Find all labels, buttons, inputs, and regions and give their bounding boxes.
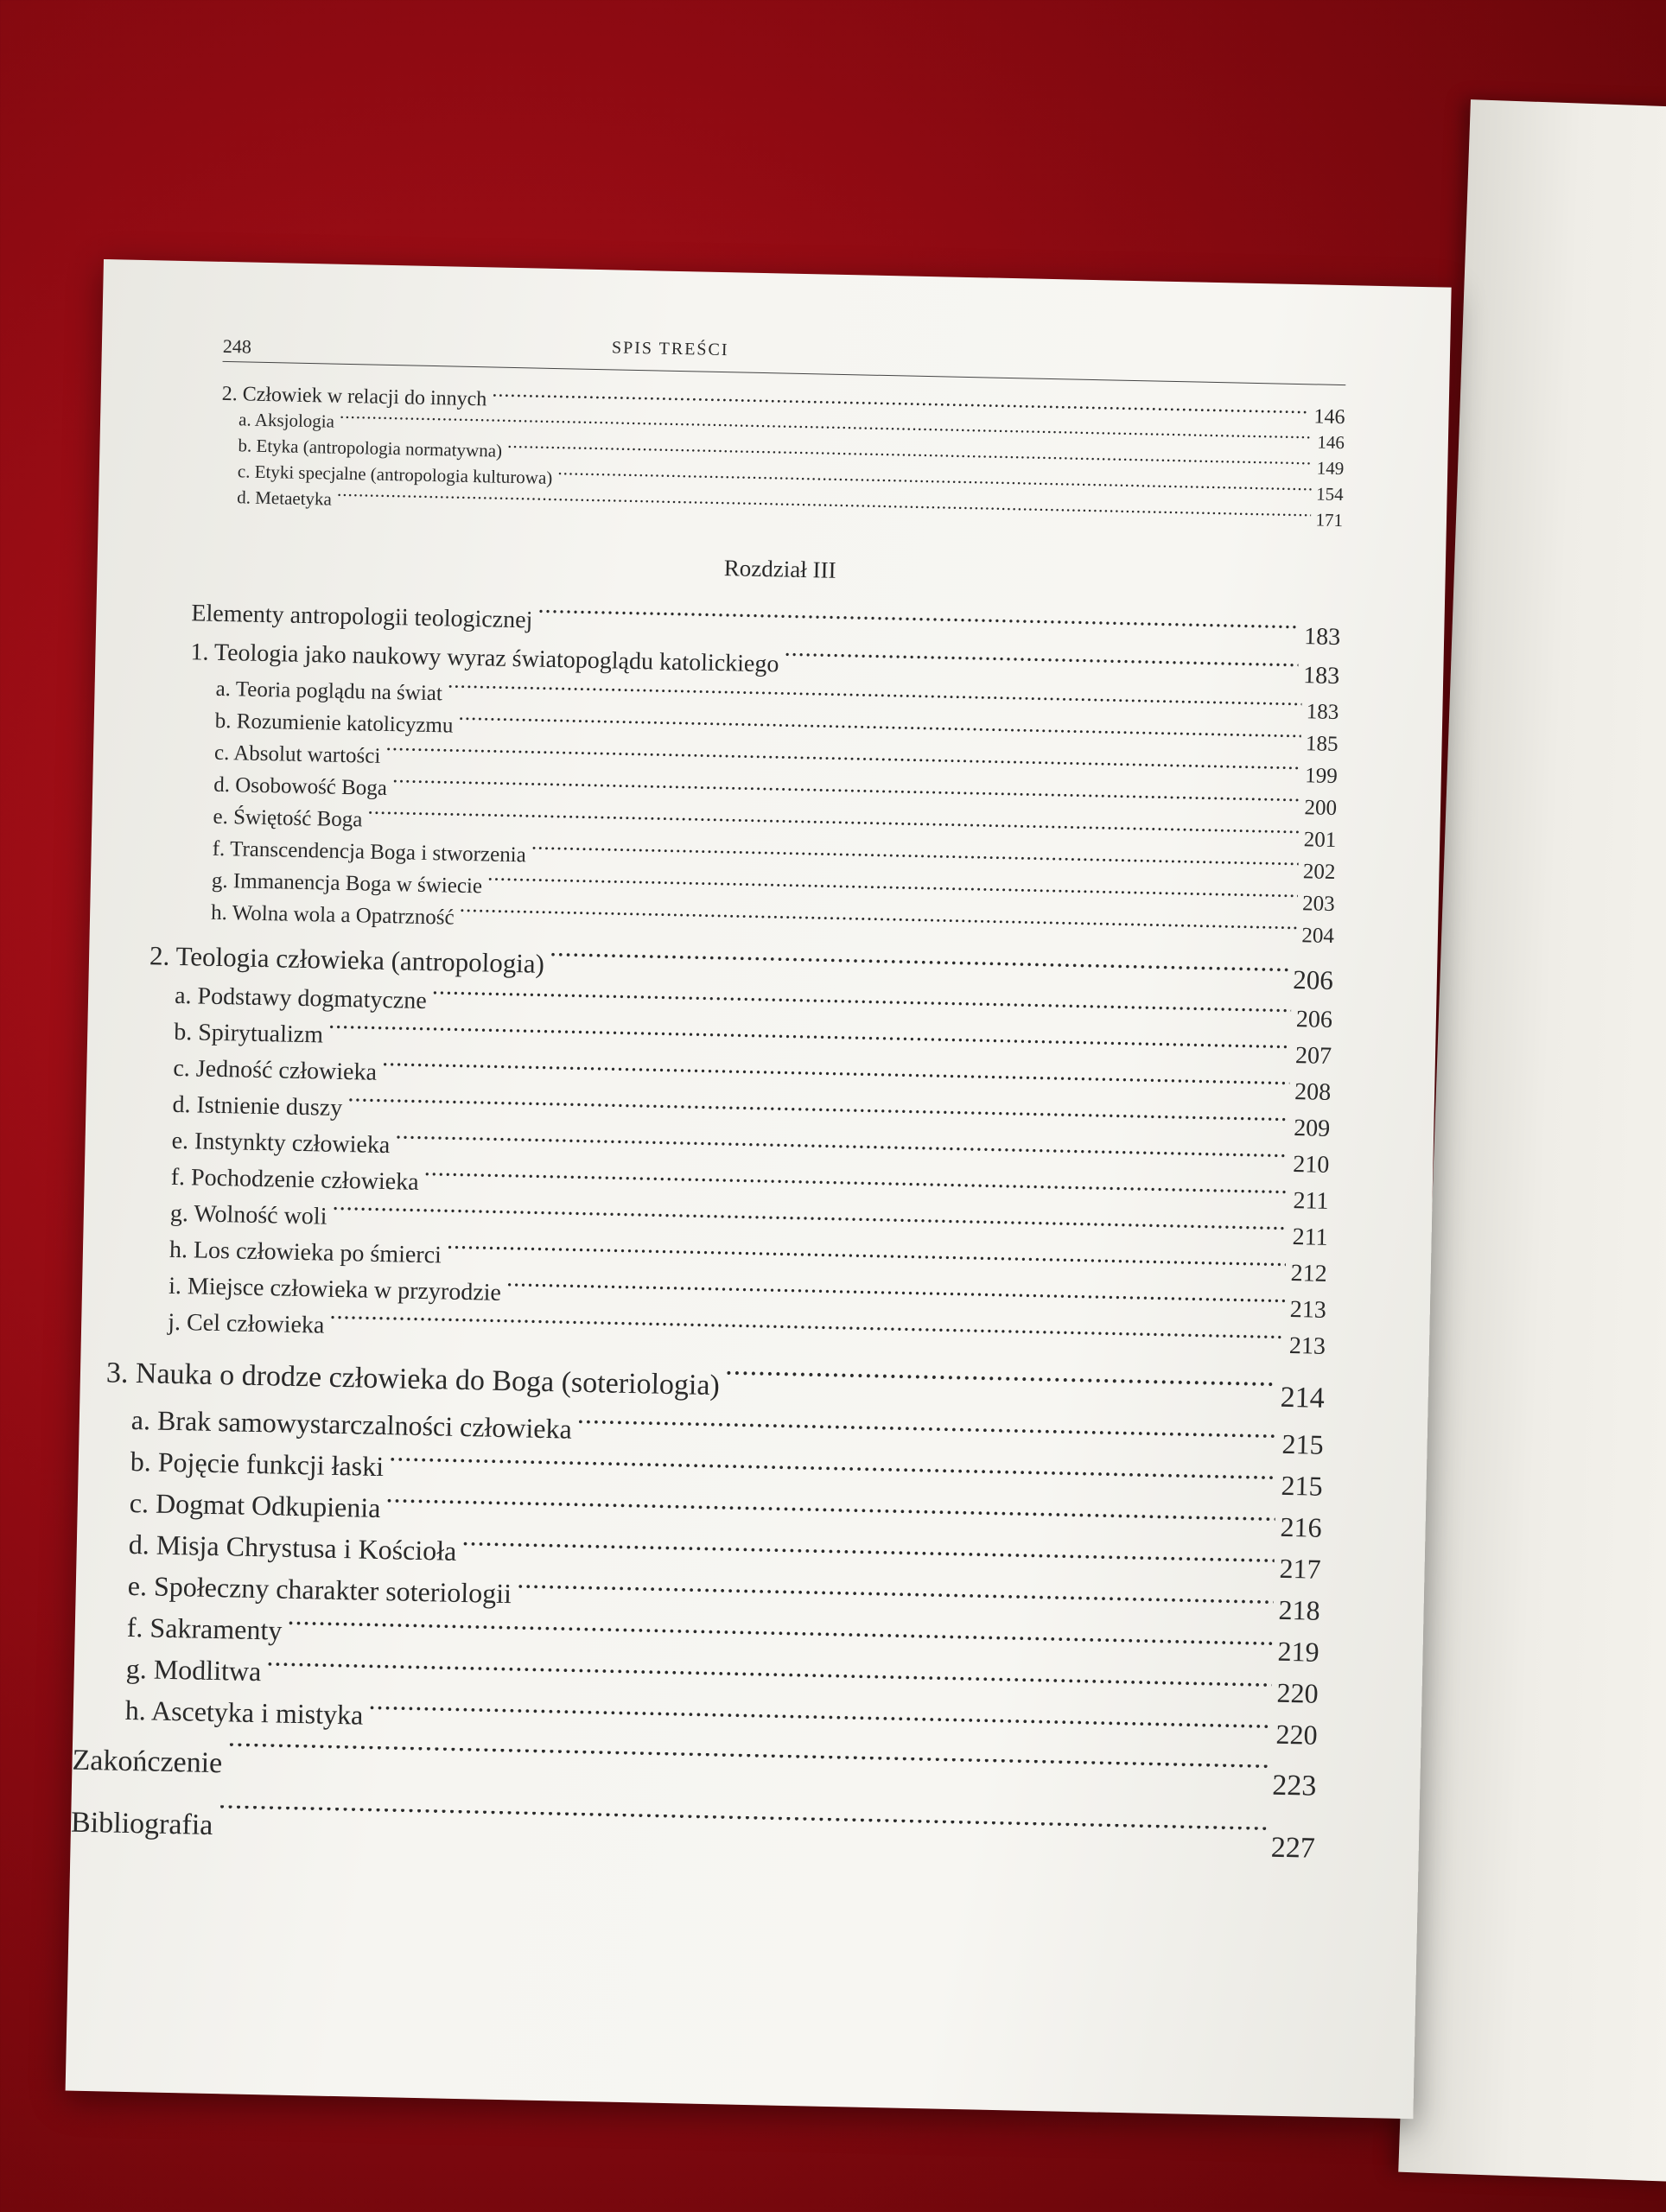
toc-subentry: f. Transcendencja Boga i stworzenia ..... 202 [212, 833, 1335, 888]
toc-section-entry: 3. Nauka o drodze człowieka do Boga (soteriologia) ..... 214 [105, 1348, 1325, 1424]
table-of-contents [70, 327, 1346, 1880]
chapter-heading: Rozdział III [723, 555, 836, 583]
toc-subentry: g. Immanencja Boga w świecie ..... 203 [212, 865, 1335, 920]
toc-subentry: b. Etyka (antropologia normatywna) ..... 149 [238, 432, 1344, 481]
toc-subentry: d. Misja Chrystusa i Kościoła ..... 217 [128, 1523, 1321, 1590]
chapter-main-entry: Elementy antropologii teologicznej ..... 183 [191, 594, 1341, 657]
book-page [66, 259, 1452, 2119]
section-top [219, 379, 1345, 533]
toc-subentry: d. Metaetyka ..... 171 [237, 484, 1343, 533]
toc-subentry: e. Instynkty człowieka ..... 210 [171, 1123, 1330, 1184]
toc-subentry: f. Sakramenty ..... 219 [126, 1606, 1319, 1673]
toc-subentry: f. Pochodzenie człowieka ..... 211 [170, 1160, 1329, 1220]
toc-subentry: a. Brak samowystarczalności człowieka ..... 215 [130, 1399, 1324, 1465]
toc-closing-entry: Zakończenie ..... 223 [72, 1730, 1317, 1818]
toc-subentry: a. Aksjologia ..... 146 [238, 406, 1345, 455]
toc-section-entry: 1. Teologia jako naukowy wyraz światopoglądu katolickiego ..... 183 [190, 632, 1340, 696]
toc-entry: 2. Człowiek w relacji do innych ..... 146 [221, 379, 1345, 429]
toc-subentry: d. Osobowość Boga ..... 200 [213, 769, 1337, 824]
toc-section-entry: 2. Teologia człowieka (antropologia) ..... 206 [149, 934, 1334, 1002]
toc-subentry: e. Społeczny charakter soteriologii ..... 218 [127, 1565, 1320, 1631]
toc-subentry: b. Spirytualizm ..... 207 [174, 1014, 1332, 1075]
toc-subentry: h. Wolna wola a Opatrzność ..... 204 [211, 897, 1334, 952]
toc-closing-entry: Bibliografia ..... 227 [70, 1792, 1315, 1880]
toc-subentry: h. Ascetyka i mistyka ..... 220 [124, 1689, 1318, 1756]
toc-subentry: d. Istnienie duszy ..... 209 [172, 1087, 1331, 1147]
toc-subentry: i. Miejsce człowieka w przyrodzie ..... 213 [169, 1268, 1327, 1329]
toc-subentry: c. Dogmat Odkupienia ..... 216 [129, 1482, 1322, 1548]
toc-subentry: c. Absolut wartości ..... 199 [214, 737, 1338, 792]
toc-subentry: b. Pojęcie funkcji łaski ..... 215 [130, 1440, 1323, 1507]
toc-subentry: c. Etyki specjalne (antropologia kulturowa) ..... 154 [238, 458, 1344, 507]
toc-subentry: g. Wolność woli ..... 211 [169, 1196, 1328, 1256]
toc-subentry: j. Cel człowieka ..... 213 [168, 1305, 1326, 1365]
toc-subentry: g. Modlitwa ..... 220 [125, 1648, 1319, 1714]
toc-subentry: c. Jedność człowieka ..... 208 [173, 1051, 1332, 1111]
toc-subentry: a. Podstawy dogmatyczne ..... 206 [175, 978, 1333, 1039]
running-title: SPIS TREŚCI [611, 338, 729, 360]
page-number: 248 [222, 334, 252, 358]
toc-subentry: e. Świętość Boga ..... 201 [213, 801, 1336, 856]
toc-subentry: b. Rozumienie katolicyzmu ..... 185 [214, 705, 1338, 760]
toc-subentry: h. Los człowieka po śmierci ..... 212 [169, 1232, 1328, 1293]
toc-subentry: a. Teoria poglądu na świat ..... 183 [215, 673, 1339, 728]
running-header [223, 327, 1347, 385]
